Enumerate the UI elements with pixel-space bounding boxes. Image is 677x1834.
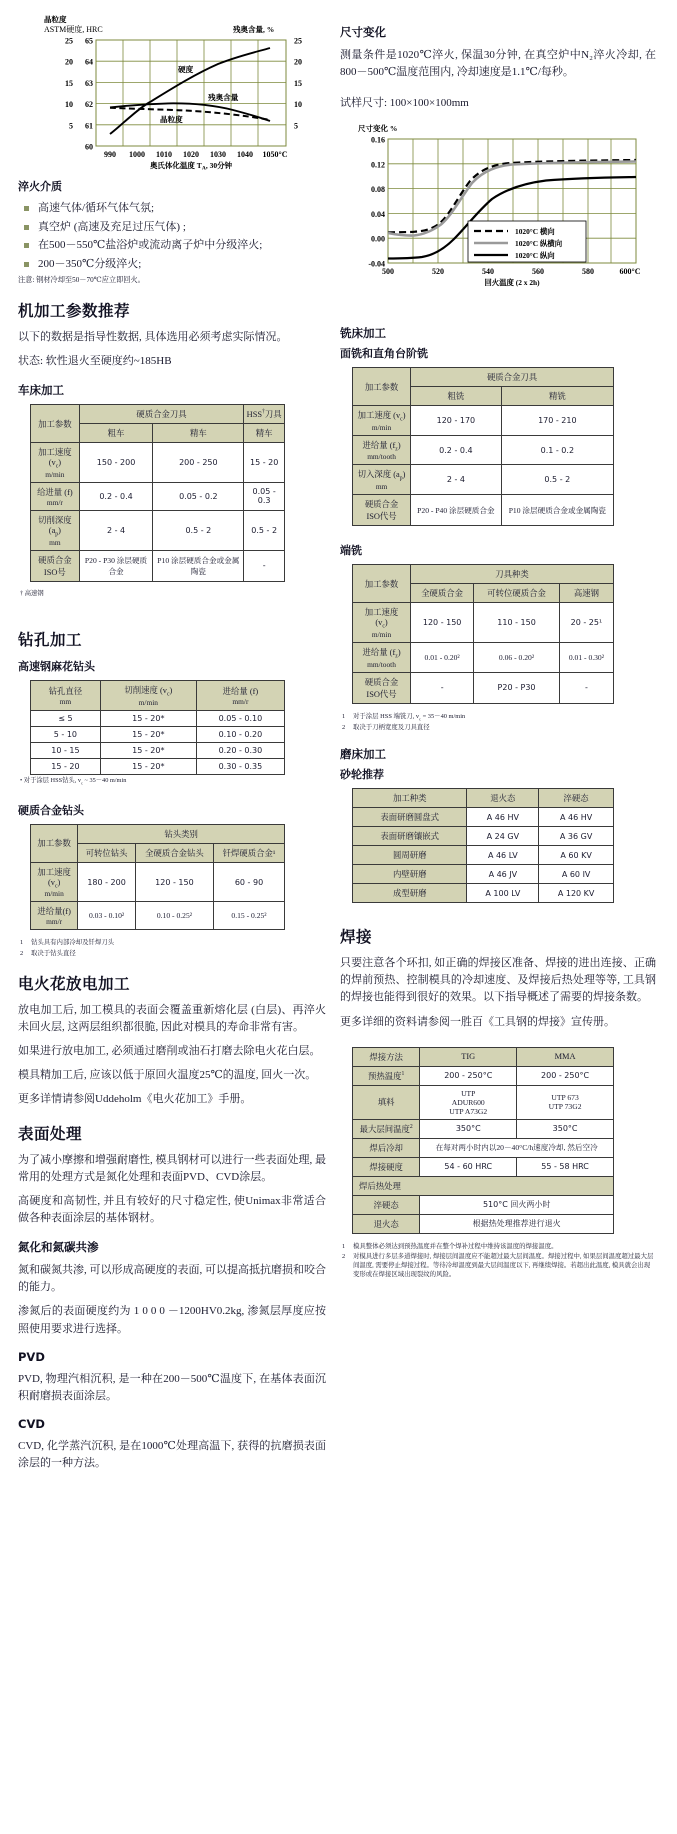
cell: 圆周研磨 (353, 846, 467, 865)
svg-text:0.12: 0.12 (371, 160, 385, 170)
dim-p1: 测量条件是1020℃淬火, 保温30分钟, 在真空炉中N₂淬火冷却, 在800－500℃温度范围内, 冷却速度是1.1℃/每秒。 (340, 49, 656, 79)
svg-text:10: 10 (65, 100, 73, 110)
cell: P20 - P30 (474, 672, 560, 703)
list-item: 真空炉 (高速及充足过压气体) ; (22, 219, 326, 236)
chart1-xlabel: 奥氏体化温度 $T_A$, 30分钟 (149, 161, 233, 170)
endmill-footnotes (342, 712, 656, 733)
cell: 0.15 - 0.25² (214, 902, 285, 930)
svg-text:15: 15 (294, 78, 302, 88)
table-row (31, 710, 285, 726)
welding-param-hardness: 焊接硬度 (353, 1157, 420, 1176)
table-row (353, 465, 614, 495)
carbide-drill-table (30, 824, 285, 931)
svg-text:20: 20 (294, 57, 302, 67)
cell: A 24 GV (467, 827, 539, 846)
edm-p1: 放电加工后, 加工模具的表面会覆盖重新熔化层 (白层)、再淬火未回火层, 这两层组织都很脆, 因此对模具的寿命非常有害。 (18, 1003, 326, 1033)
table-row (31, 443, 285, 483)
cell: 0.5 - 2 (501, 465, 613, 495)
retained-austenite-label: 残奥含量 (208, 93, 239, 102)
cell: A 36 GV (539, 827, 614, 846)
table-row (31, 482, 285, 510)
cell: 0.03 - 0.10² (78, 902, 136, 930)
carbide-footnotes (20, 938, 326, 958)
svg-text:63: 63 (85, 78, 93, 88)
footnote: 2 取决于刀柄宽度及刀具直径 (342, 724, 430, 732)
cell: 20 - 25¹ (559, 603, 613, 643)
pvd-p: PVD, 物理汽相沉积, 是一种在200－500℃温度下, 在基体表面沉积耐磨损表面涂层。 (18, 1372, 326, 1402)
nitride-p1: 氮和碳氮共渗, 可以形成高硬度的表面, 可以提高抵抗磨损和咬合的能力。 (18, 1264, 326, 1294)
cell: 170 - 210 (501, 406, 613, 436)
dimension-change-chart-svg (340, 119, 652, 294)
right-column (340, 8, 656, 1479)
chart1-right-label: 残奥含量, % (233, 25, 275, 34)
svg-text:65: 65 (85, 36, 93, 46)
table-row (353, 1157, 614, 1176)
cell: P10 涂层硬质合金或金属陶瓷 (153, 550, 244, 581)
table-row (353, 789, 614, 808)
footnote-text-b: = 35－40 m/min (420, 712, 466, 720)
svg-text:500: 500 (382, 267, 394, 277)
table-row (353, 565, 614, 584)
cell: 510°C 回火两小时 (420, 1195, 614, 1214)
welding-param-cooling: 焊后冷却 (353, 1138, 420, 1157)
svg-text:15: 15 (65, 78, 73, 88)
cell: P20 - P30 涂层硬质合金 (79, 550, 153, 581)
milling-title: 铣床加工 (340, 326, 386, 341)
cell: A 46 JV (467, 865, 539, 884)
cell: 0.05 - 0.3 (244, 482, 285, 510)
table-row (353, 495, 614, 526)
svg-text:560: 560 (532, 267, 544, 277)
svg-text:25: 25 (294, 36, 302, 46)
cell: 0.05 - 0.10 (196, 710, 284, 726)
cell: 15 - 20* (100, 758, 196, 774)
footnote-text: 钻头具有内部冷却及钎焊刀头 (31, 939, 115, 947)
cell: 0.10 - 0.20 (196, 726, 284, 742)
cell: 120 - 150 (135, 862, 213, 902)
carbide-group: 钻头类别 (78, 824, 285, 843)
chart1-ylabel: ASTM硬度, HRC (44, 25, 103, 34)
cell: 200 - 250°C (420, 1066, 517, 1085)
milling-group: 硬质合金刀具 (411, 368, 614, 387)
footnote-text: 对于涂层 HSS 端铣刀, $v_c = 35-40$ m/min (353, 712, 466, 721)
milling-param-depth: 切入深度 $(a_p)$ mm (353, 465, 411, 495)
grinding-table (352, 788, 614, 903)
table-row (31, 758, 285, 774)
endmill-param-speed: 加工速度 $(v_c)$ m/min (353, 603, 411, 643)
turning-footnote: † 高速钢 (20, 589, 44, 597)
cell: 54 - 60 HRC (420, 1157, 517, 1176)
cell: 15 - 20* (100, 726, 196, 742)
milling-param-feed: 进给量 $(f_z)$ mm/tooth (353, 435, 411, 465)
carbide-param-feed: 进给量(f) mm/r (31, 902, 78, 930)
svg-text:61: 61 (85, 121, 93, 131)
table-row (353, 672, 614, 703)
table-row (353, 865, 614, 884)
svg-text:62: 62 (85, 100, 93, 110)
cell: 根据热处理推荐进行退火 (420, 1214, 614, 1233)
chart1-ylabel-top: 晶粒度 (44, 15, 67, 24)
welding-table (352, 1047, 614, 1234)
footnote: 1 模具整体必须达到预热温度并在整个焊补过程中维持该温度的焊接温度。 (342, 1242, 558, 1250)
cell: 成型研磨 (353, 884, 467, 903)
cell: 2 - 4 (79, 510, 153, 550)
drilling-footnote-a: • 对于涂层 HSS钻头, v (20, 776, 81, 784)
cell: - (559, 672, 613, 703)
endmill-title: 端铣 (340, 545, 362, 558)
welding-param-hardened: 淬硬态 (353, 1195, 420, 1214)
drilling-h2: 切削速度 $(v_c)$ m/min (100, 681, 196, 711)
cell: 0.06 - 0.20² (474, 642, 560, 672)
quench-media-list (18, 200, 326, 272)
welding-h0: 焊接方法 (353, 1047, 420, 1066)
cell: 0.5 - 2 (244, 510, 285, 550)
austenitizing-chart (18, 10, 326, 175)
footnote-text-a: 对于涂层 HSS 端铣刀, v (353, 712, 420, 720)
carbide-param-speed: 加工速度 $(v_c)$ m/min (31, 862, 78, 902)
cell: 110 - 150 (474, 603, 560, 643)
svg-text:540: 540 (482, 267, 494, 277)
turning-param-depth: 切削深度 $(a_p)$ mm (31, 510, 80, 550)
endmill-param-iso: 硬质合金 ISO代号 (353, 672, 411, 703)
welding-footnotes (342, 1242, 656, 1280)
svg-text:5: 5 (294, 121, 298, 131)
edm-p2: 如果进行放电加工, 必须通过磨削或油石打磨去除电火花白层。 (18, 1045, 321, 1058)
cell: 0.01 - 0.30² (559, 642, 613, 672)
cell: P20 - P40 涂层硬质合金 (411, 495, 502, 526)
surface-title: 表面处理 (18, 1125, 83, 1144)
table-row (353, 1176, 614, 1195)
drilling-footnote-b: ~ 35－40 m/min (82, 776, 127, 784)
drilling-footnote: • 对于涂层 HSS钻头, $v_c$ ~ 35－40 m/min (20, 776, 127, 785)
list-item: 高速气体/循环气体气氛; (22, 200, 326, 217)
cell: 350°C (420, 1119, 517, 1138)
surface-p1: 为了减小摩擦和增强耐磨性, 模具钢材可以进行一些表面处理, 最常用的处理方式是氮化处理和表面PVD、CVD涂层。 (18, 1154, 326, 1184)
cell: 0.10 - 0.25² (135, 902, 213, 930)
edm-title: 电火花放电加工 (18, 974, 131, 993)
milling-param-iso: 硬质合金 ISO代号 (353, 495, 411, 526)
milling-table (352, 367, 614, 526)
footnote: 1 钻头具有内部冷却及钎焊刀头 (20, 939, 115, 947)
svg-text:0.16: 0.16 (371, 135, 385, 145)
table-row (353, 435, 614, 465)
cvd-p: CVD, 化学蒸汽沉积, 是在1000℃处理高温下, 获得的抗磨损表面涂层的一种方法。 (18, 1439, 326, 1469)
endmill-sub-2: 高速钢 (559, 584, 613, 603)
cell: A 100 LV (467, 884, 539, 903)
footnote-text: 取决于刀柄宽度及刀具直径 (353, 724, 430, 732)
cell: 0.30 - 0.35 (196, 758, 284, 774)
svg-text:1040: 1040 (237, 150, 253, 159)
footnote: 2 对模具进行多层多道焊接时, 焊接层间温度应不能超过最大层间温度。焊接过程中, 如果层间温度超过最大层间温度, 需要停止焊接过程。等待冷却温度到最大层间温度以下, 再继续焊接。若超出此温度, 模具就会出现变形或在焊接区域出现裂纹的风险。 (342, 1252, 656, 1280)
cell: 15 - 20* (100, 742, 196, 758)
endmill-sub-0: 全硬质合金 (411, 584, 474, 603)
turning-table (30, 404, 285, 581)
cell: 表面研磨镶嵌式 (353, 827, 467, 846)
svg-text:25: 25 (65, 36, 73, 46)
table-row (353, 1195, 614, 1214)
list-item: 200－350℃分级淬火; (22, 256, 326, 273)
cell: 200 - 250 (153, 443, 244, 483)
drilling-table (30, 680, 285, 775)
grinding-h0: 加工种类 (353, 789, 467, 808)
legend-item-1: 1020°C 纵横向 (515, 239, 563, 249)
cell: P10 涂层硬质合金或金属陶瓷 (501, 495, 613, 526)
machining-title: 机加工参数推荐 (18, 302, 131, 321)
carbide-sub-2: 钎焊硬质合金¹ (214, 843, 285, 862)
cell: 0.2 - 0.4 (411, 435, 502, 465)
quench-media-title: 淬火介质 (18, 181, 62, 193)
welding-h2: MMA (517, 1047, 614, 1066)
cell: 180 - 200 (78, 862, 136, 902)
cell: UTP 673 UTP 73G2 (517, 1085, 614, 1119)
dim-title: 尺寸变化 (340, 25, 386, 39)
welding-p2: 更多详细的资料请参阅一胜百《工具钢的焊接》宣传册。 (340, 1015, 615, 1028)
cell: 10 - 15 (31, 742, 101, 758)
table-row (31, 862, 285, 902)
svg-text:1050°C: 1050°C (262, 150, 288, 159)
footnote-text: 取决于钻头直径 (31, 949, 76, 957)
condition-text: 状态: 软性退火至硬度约~185HB (18, 355, 172, 368)
table-row (31, 824, 285, 843)
cell: A 46 HV (467, 808, 539, 827)
cell: ≤ 5 (31, 710, 101, 726)
svg-text:20: 20 (65, 57, 73, 67)
svg-text:520: 520 (432, 267, 444, 277)
welding-param-preheat: 预热温度$^1$ (353, 1066, 420, 1085)
footnote-text: 模具整体必须达到预热温度并在整个焊补过程中维持该温度的焊接温度。 (353, 1242, 558, 1250)
cvd-title: CVD (18, 1416, 45, 1431)
table-row (353, 1066, 614, 1085)
endmill-param-feed: 进给量 $(f_z)$ mm/tooth (353, 642, 411, 672)
edm-p4: 更多详情请参阅Uddeholm《电火花加工》手册。 (18, 1093, 252, 1106)
nitride-p2: 渗氮后的表面硬度约为 1 0 0 0 －1200HV0.2kg, 渗氮层厚度应按照使用要求进行选择。 (18, 1305, 326, 1335)
chart2-ylabel: 尺寸变化 % (358, 124, 398, 134)
hardness-label: 硬度 (178, 65, 194, 74)
chart2-legend (468, 221, 586, 262)
welding-param-annealed: 退火态 (353, 1214, 420, 1233)
drilling-h1: 钻孔直径 mm (31, 681, 101, 711)
welding-h1: TIG (420, 1047, 517, 1066)
table-row (353, 1085, 614, 1119)
cell: 0.05 - 0.2 (153, 482, 244, 510)
svg-text:1000: 1000 (129, 150, 145, 159)
milling-col1: 加工参数 (353, 368, 411, 406)
milling-sub-0: 粗铣 (411, 387, 502, 406)
turning-sub-finish: 精车 (153, 424, 244, 443)
footnote: 2 取决于钻头直径 (20, 949, 76, 957)
endmill-col1: 加工参数 (353, 565, 411, 603)
carbide-sub-1: 全硬质合金钻头 (135, 843, 213, 862)
table-row (353, 808, 614, 827)
legend-item-0: 1020°C 横向 (515, 227, 555, 237)
svg-text:580: 580 (582, 267, 594, 277)
cell: 15 - 20 (244, 443, 285, 483)
grinding-title: 磨床加工 (340, 747, 386, 762)
nitride-title: 氮化和氮碳共渗 (18, 1240, 99, 1255)
grain-size-label: 晶粒度 (160, 115, 183, 124)
cell: 120 - 150 (411, 603, 474, 643)
cell: 120 - 170 (411, 406, 502, 436)
table-row (353, 603, 614, 643)
table-row (31, 510, 285, 550)
cell: 在每对两小时内以20－40°C/h速度冷却, 然后空冷 (420, 1138, 614, 1157)
drilling-h3: 进给量 (f) mm/r (196, 681, 284, 711)
svg-text:64: 64 (85, 57, 93, 67)
turning-carbide-group: 硬质合金刀具 (79, 405, 244, 424)
table-row (31, 405, 285, 424)
chart2-xlabel: 回火温度 (2 x 2h) (484, 278, 540, 288)
table-row (353, 846, 614, 865)
table-row (353, 1138, 614, 1157)
edm-p3: 模具精加工后, 应该以低于原回火温度25℃的温度, 回火一次。 (18, 1069, 317, 1082)
cell: 0.20 - 0.30 (196, 742, 284, 758)
table-row (353, 406, 614, 436)
footnote: 1 对于涂层 HSS 端铣刀, $v_c = 35-40$ m/min (342, 712, 466, 721)
cell: 5 - 10 (31, 726, 101, 742)
welding-p1: 只要注意各个环扣, 如正确的焊接区准备、焊接的进出连接、正确的焊前预热、控制模具的冷却速度、及焊接后热处理等等, 工具钢的焊接也能得到很好的效果。以下指导概述了需要的焊接条数。 (340, 957, 656, 1004)
cell: 0.2 - 0.4 (79, 482, 153, 510)
cell: 0.5 - 2 (153, 510, 244, 550)
drilling-title: 钻孔加工 (18, 631, 83, 650)
svg-text:0.08: 0.08 (371, 185, 385, 195)
carbide-col1: 加工参数 (31, 824, 78, 862)
carbide-sub-0: 可转位钻头 (78, 843, 136, 862)
cell: 表面研磨圆盘式 (353, 808, 467, 827)
endmill-table (352, 564, 614, 703)
table-row (31, 726, 285, 742)
svg-text:60: 60 (85, 142, 93, 152)
cell: 55 - 58 HRC (517, 1157, 614, 1176)
welding-title: 焊接 (340, 928, 373, 947)
cell: A 120 KV (539, 884, 614, 903)
milling-param-speed: 加工速度 $(v_c)$ m/min (353, 406, 411, 436)
svg-text:600°C: 600°C (619, 267, 641, 277)
svg-text:5: 5 (69, 121, 73, 131)
legend-item-2: 1020°C 纵向 (515, 251, 555, 261)
table-row (353, 642, 614, 672)
cell: 200 - 250°C (517, 1066, 614, 1085)
cell: 150 - 200 (79, 443, 153, 483)
drilling-sub: 高速钢麻花钻头 (18, 661, 95, 674)
endmill-sub-1: 可转位硬质合金 (474, 584, 560, 603)
cell: 60 - 90 (214, 862, 285, 902)
grinding-sub: 砂轮推荐 (340, 769, 384, 782)
turning-title: 车床加工 (18, 383, 64, 398)
cell: A 60 KV (539, 846, 614, 865)
cell: 内壁研磨 (353, 865, 467, 884)
carbide-drill-title: 硬质合金钻头 (18, 804, 84, 817)
table-row (31, 681, 285, 711)
turning-sub-rough: 粗车 (79, 424, 153, 443)
cell: A 46 HV (539, 808, 614, 827)
svg-text:1010: 1010 (156, 150, 172, 159)
list-item: 在500－550℃盐浴炉或流动离子炉中分级淬火; (22, 237, 326, 254)
welding-param-filler: 填料 (353, 1085, 420, 1119)
grinding-h1: 退火态 (467, 789, 539, 808)
svg-text:1030: 1030 (210, 150, 226, 159)
footnote-text: 对模具进行多层多道焊接时, 焊接层间温度应不能超过最大层间温度。焊接过程中, 如果层间温度超过最大层间温度, 需要停止焊接过程。等待冷却温度到最大层间温度以下, 再继续焊接。若超出此温度, 模具就会出现变形或在焊接区域出现裂纹的风险。 (353, 1252, 654, 1279)
milling-sub-1: 精铣 (501, 387, 613, 406)
table-row (31, 902, 285, 930)
cell: A 60 IV (539, 865, 614, 884)
table-row (353, 368, 614, 387)
cell: 0.1 - 0.2 (501, 435, 613, 465)
left-column (10, 8, 326, 1479)
pvd-title: PVD (18, 1349, 45, 1364)
cell: 0.01 - 0.20² (411, 642, 474, 672)
turning-param-speed: 加工速度 $(v_c)$ m/min (31, 443, 80, 483)
svg-text:990: 990 (104, 150, 116, 159)
dim-p2: 试样尺寸: 100×100×100mm (340, 97, 469, 110)
cell: 15 - 20* (100, 710, 196, 726)
cell: 2 - 4 (411, 465, 502, 495)
table-row (31, 550, 285, 581)
table-row (353, 884, 614, 903)
svg-text:-0.04: -0.04 (368, 259, 385, 269)
cell: 350°C (517, 1119, 614, 1138)
table-row (353, 1119, 614, 1138)
welding-param-interpass: 最大层间温度$^2$ (353, 1119, 420, 1138)
cell: - (411, 672, 474, 703)
cell: - (244, 550, 285, 581)
svg-text:0.00: 0.00 (371, 234, 385, 244)
surface-p2: 高硬度和高韧性, 并且有较好的尺寸稳定性, 使Unimax非常适合做各种表面涂层的基体钢材。 (18, 1195, 326, 1225)
grinding-h2: 淬硬态 (539, 789, 614, 808)
svg-text:10: 10 (294, 100, 302, 110)
cell: UTP ADUR600 UTP A73G2 (420, 1085, 517, 1119)
turning-col1-header: 加工参数 (31, 405, 80, 443)
cell: 15 - 20 (31, 758, 101, 774)
table-row (353, 827, 614, 846)
turning-hss-group: HSS†刀具 (244, 405, 285, 424)
svg-text:0.04: 0.04 (371, 210, 385, 220)
welding-param-pwht: 焊后热处理 (353, 1176, 614, 1195)
table-row (31, 742, 285, 758)
turning-sub-finish-hss: 精车 (244, 424, 285, 443)
milling-sub: 面铣和直角台阶铣 (340, 348, 428, 361)
machining-intro: 以下的数据是指导性数据, 具体选用必须考虑实际情况。 (18, 331, 288, 344)
dimension-change-chart (340, 119, 656, 299)
turning-param-iso: 硬质合金 ISO号 (31, 550, 80, 581)
turning-param-feed: 给进量 (f) mm/r (31, 482, 80, 510)
cell: A 46 LV (467, 846, 539, 865)
quench-note: 注意: 钢材冷却至50－70℃应立即回火。 (18, 276, 145, 284)
austenitizing-chart-svg (18, 10, 330, 170)
table-row (353, 1214, 614, 1233)
table-row (353, 1047, 614, 1066)
endmill-group: 刀具种类 (411, 565, 614, 584)
svg-text:1020: 1020 (183, 150, 199, 159)
